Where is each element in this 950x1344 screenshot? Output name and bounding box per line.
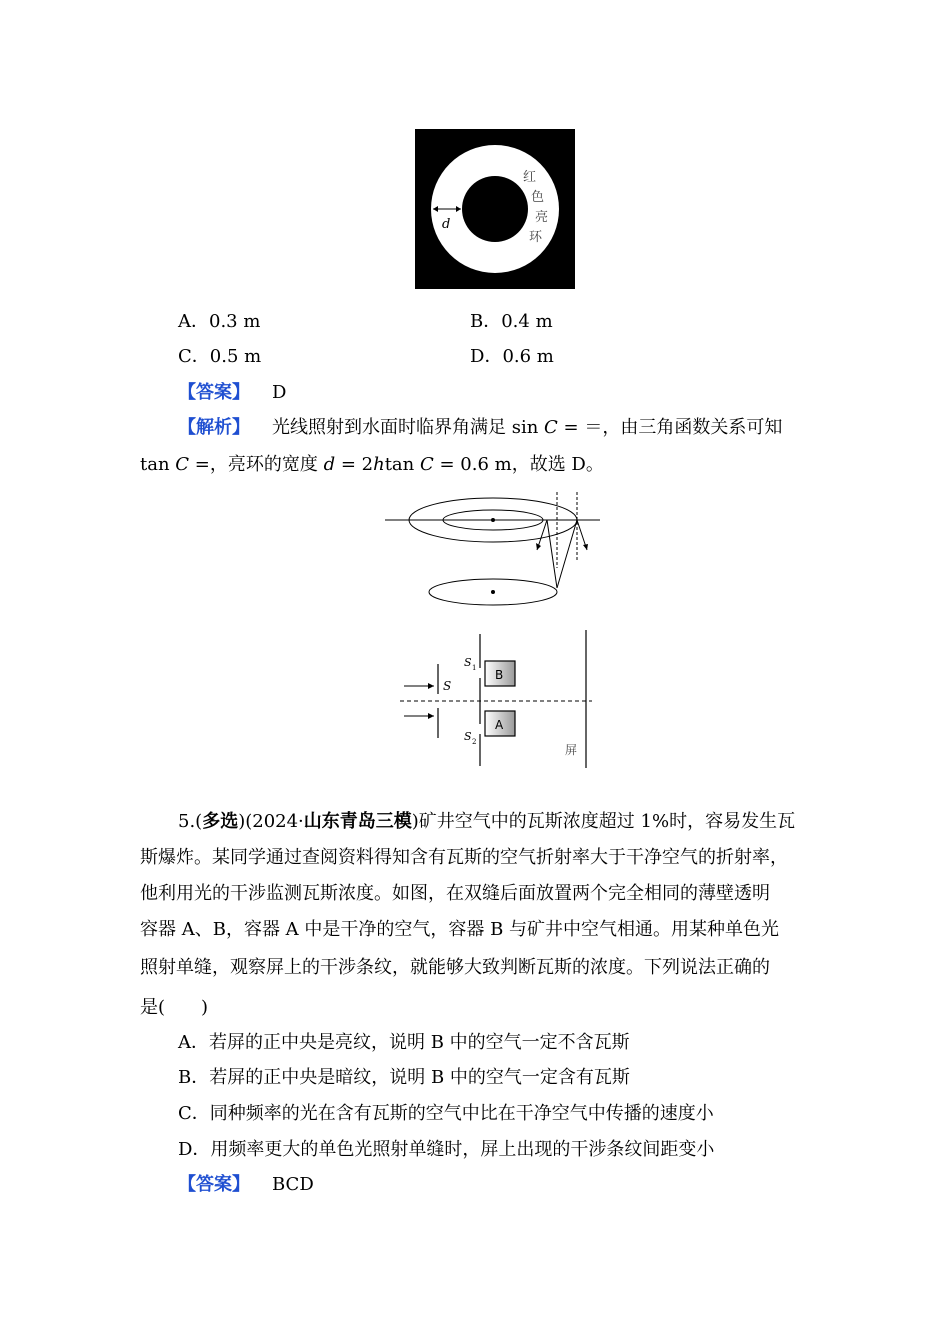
analysis-tag: 【解析】 (178, 417, 250, 438)
q4-answer (178, 381, 286, 405)
ring-label-2: 色 (531, 190, 545, 205)
q5-stem-line-4: 容器 A、B，容器 A 中是干净的空气，容器 B 与矿井中空气相通。用某种单色光 (140, 919, 780, 940)
q5-option-d: D．用频率更大的单色光照射单缝时，屏上出现的干涉条纹间距变小 (178, 1139, 715, 1160)
analysis-var: C (175, 454, 190, 475)
answer-value: D (272, 382, 287, 403)
ray-1 (537, 520, 557, 588)
answer-value: BCD (272, 1174, 314, 1195)
q4-option-b: B．0.4 m (470, 311, 553, 332)
label-s2: S (464, 730, 472, 743)
analysis-var: d (323, 454, 336, 475)
label-s2-sub: 2 (472, 738, 477, 746)
arrowhead (428, 713, 434, 719)
source-dot (491, 590, 495, 594)
ring-label-1: 红 (523, 170, 537, 185)
analysis-text: =，亮环的宽度 (189, 454, 324, 475)
label-s: S (443, 679, 452, 693)
analysis-var: h (373, 454, 385, 475)
analysis-var: C (419, 454, 434, 475)
container-b-label: B (495, 668, 504, 682)
container-a-label: A (495, 718, 504, 732)
label-d: d (442, 217, 451, 232)
ring-label-4: 环 (529, 230, 543, 245)
answer-tag: 【答案】 (178, 1174, 250, 1195)
arrowhead (428, 683, 434, 689)
q4-analysis-line-2 (140, 453, 604, 477)
analysis-text: 光线照射到水面时临界角满足 sin (272, 417, 545, 438)
analysis-var: C (544, 417, 558, 438)
q4-option-d: D．0.6 m (470, 346, 554, 367)
analysis-text: = 0.6 m，故选 D。 (433, 454, 604, 475)
ring-label-3: 亮 (535, 210, 549, 225)
q5-source: 山东青岛三模 (303, 811, 412, 832)
label-s1: S (464, 656, 472, 669)
double-slit-figure (400, 628, 595, 770)
q5-stem-line-3: 他利用光的干涉监测瓦斯浓度。如图，在双缝后面放置两个完全相同的薄壁透明 (140, 883, 770, 904)
q5-stem-line-5: 照射单缝，观察屏上的干涉条纹，就能够大致判断瓦斯的浓度。下列说法正确的 (140, 957, 770, 978)
option-text: 0.4 m (501, 311, 553, 332)
option-letter: A (178, 311, 191, 332)
q5-stem-line-1 (178, 810, 795, 834)
q5-multi-select-tag: 多选 (202, 811, 239, 832)
analysis-text: = 2 (335, 454, 374, 475)
q5-option-b: B．若屏的正中央是暗纹，说明 B 中的空气一定含有瓦斯 (178, 1067, 630, 1088)
option-letter: D (470, 346, 485, 367)
ray-arrowheads (536, 543, 588, 550)
option-letter: C (178, 346, 192, 367)
option-text: 0.6 m (502, 346, 554, 367)
q5-answer (178, 1173, 314, 1197)
q5-option-c: C．同种频率的光在含有瓦斯的空气中比在干净空气中传播的速度小 (178, 1103, 714, 1124)
option-letter: B (470, 311, 484, 332)
q4-option-c: C．0.5 m (178, 346, 262, 367)
surface-center-dot (491, 518, 495, 522)
q5-stem-line-2: 斯爆炸。某同学通过查阅资料得知含有瓦斯的空气折射率大于干净空气的折射率， (140, 847, 788, 868)
analysis-text: tan (384, 454, 420, 475)
label-s1-sub: 1 (472, 664, 477, 672)
option-text: 0.3 m (209, 311, 261, 332)
light-source-figure (385, 488, 605, 608)
answer-tag: 【答案】 (178, 382, 250, 403)
analysis-text: tan (140, 454, 176, 475)
q5-source-year: )(2024· (238, 811, 304, 832)
q4-analysis-line-1 (178, 416, 782, 440)
q5-stem-line-6: 是( ) (140, 997, 209, 1018)
analysis-text: = ＝，由三角函数关系可知 (557, 417, 783, 438)
q5-option-a: A．若屏的正中央是亮纹，说明 B 中的空气一定不含瓦斯 (178, 1032, 630, 1053)
q5-prefix: 5.( (178, 811, 203, 832)
ring-figure (415, 129, 575, 289)
option-text: 0.5 m (209, 346, 262, 367)
ray-2 (557, 520, 587, 588)
q5-stem-text: )矿井空气中的瓦斯浓度超过 1%时，容易发生瓦 (411, 811, 796, 832)
dark-center (462, 176, 528, 242)
q4-option-a: A．0.3 m (178, 311, 261, 332)
label-screen: 屏 (565, 743, 578, 757)
